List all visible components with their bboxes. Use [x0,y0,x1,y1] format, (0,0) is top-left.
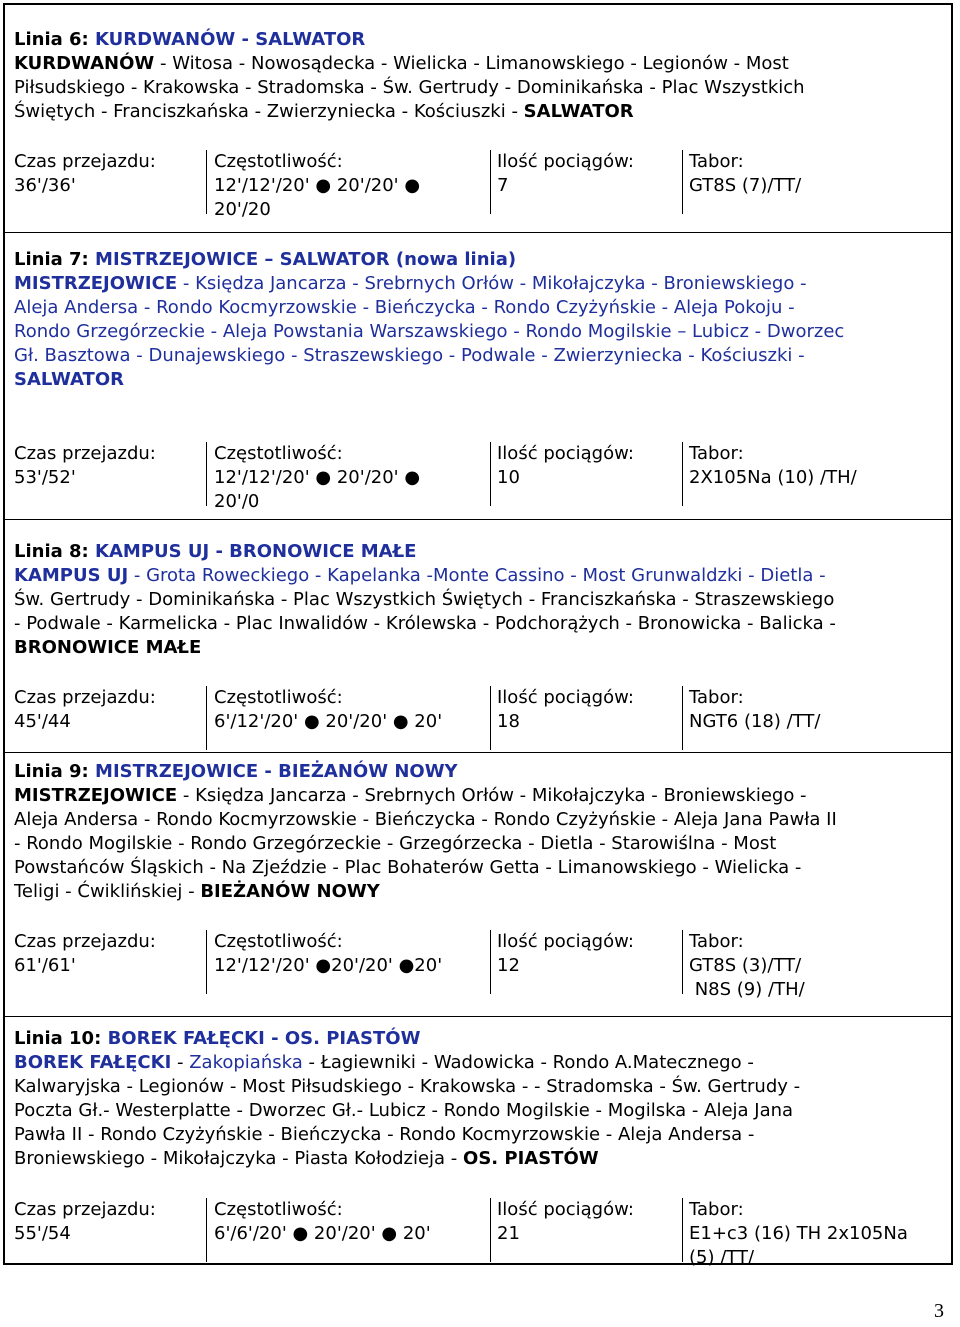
line-title [14,540,940,564]
route-segment: - Rondo Mogilskie - Rondo Grzegórzeckie - Grzegórzecka - Dietla - Starowiślna - Most [14,833,777,854]
route-line [14,880,940,904]
line-section [14,248,940,392]
rolling-stock-value: GT8S (7)/TT/ [689,175,802,196]
line-endpoints: KAMPUS UJ - BRONOWICE MAŁE [95,541,417,562]
line-section [14,28,940,124]
rolling-stock-value: 2X105Na (10) /TH/ [689,467,857,488]
train-count-label: Ilość pociągów: [497,687,634,708]
page-number: 3 [934,1300,944,1322]
route-terminus: MISTRZEJOWICE [14,273,178,294]
section-divider [3,1016,953,1017]
rolling-stock-label: Tabor: [689,1199,744,1220]
line-number: Linia 8: [14,541,96,562]
rolling-stock-cell [689,1198,939,1270]
route-segment: Rondo Grzegórzeckie - Aleja Powstania Warszawskiego - Rondo Mogilskie – Lubicz - Dworzec [14,321,845,342]
frequency-cell [214,1198,484,1246]
column-divider [206,930,207,994]
travel-time-label: Czas przejazdu: [14,931,156,952]
column-divider [206,1198,207,1262]
route-line [14,808,940,832]
section-divider [3,519,953,520]
route-line [14,100,940,124]
route-line [14,588,940,612]
frequency-label: Częstotliwość: [214,931,343,952]
route-segment: - Podwale - Karmelicka - Plac Inwalidów - Królewska - Podchorążych - Bronowicka - Balicka - [14,613,836,634]
column-divider [682,1198,683,1262]
line-number: Linia 7: [14,249,96,270]
travel-time-cell [14,442,194,490]
frequency-label: Częstotliwość: [214,151,343,172]
frequency-value: 20'/20 [214,199,271,220]
frequency-value: 20'/0 [214,491,260,512]
route-segment: Powstańców Śląskich - Na Zjeździe - Plac Bohaterów Getta - Limanowskiego - Wielicka - [14,857,802,878]
column-divider [206,442,207,506]
route-segment: - [171,1052,190,1073]
train-count-cell [497,442,677,490]
frequency-value: 6'/12'/20' ● 20'/20' ● 20' [214,711,443,732]
travel-time-value: 45'/44 [14,711,71,732]
route-segment: Św. Gertrudy - Dominikańska - Plac Wszystkich Świętych - Franciszkańska - Straszewskiego [14,589,835,610]
line-section [14,540,940,660]
column-divider [206,686,207,750]
route-description [14,52,940,124]
train-count-cell [497,150,677,198]
line-info-row [14,686,940,756]
frequency-label: Częstotliwość: [214,687,343,708]
rolling-stock-label: Tabor: [689,151,744,172]
column-divider [682,442,683,506]
route-segment: Kalwaryjska - Legionów - Most Piłsudskiego - Krakowska - - Stradomska - Św. Gertrudy - [14,1076,801,1097]
column-divider [682,686,683,750]
column-divider [490,1198,491,1262]
route-line [14,344,940,368]
route-terminus: SALWATOR [523,101,634,122]
route-description [14,564,940,660]
travel-time-value: 53'/52' [14,467,76,488]
frequency-cell [214,150,484,222]
travel-time-cell [14,930,194,978]
travel-time-label: Czas przejazdu: [14,687,156,708]
rolling-stock-label: Tabor: [689,687,744,708]
route-line [14,612,940,636]
route-segment: Zakopiańska [189,1052,303,1073]
route-line [14,564,940,588]
line-section [14,1027,940,1171]
route-line [14,1051,940,1075]
column-divider [682,150,683,214]
frequency-cell [214,442,484,514]
rolling-stock-cell [689,930,939,1002]
route-segment: - Księdza Jancarza - Srebrnych Orłów - Mikołajczyka - Broniewskiego - [177,785,807,806]
route-line [14,1075,940,1099]
route-segment: Gł. Basztowa - Dunajewskiego - Straszewskiego - Podwale - Zwierzyniecka - Kościuszki - [14,345,805,366]
rolling-stock-cell [689,686,939,734]
route-line [14,320,940,344]
frequency-label: Częstotliwość: [214,1199,343,1220]
line-info-row [14,930,940,1000]
route-description [14,1051,940,1171]
train-count-value: 12 [497,955,520,976]
route-terminus: SALWATOR [14,369,124,390]
route-line [14,368,940,392]
line-number: Linia 9: [14,761,96,782]
rolling-stock-cell [689,150,939,198]
route-line [14,856,940,880]
travel-time-cell [14,150,194,198]
rolling-stock-cell [689,442,939,490]
line-endpoints: MISTRZEJOWICE - BIEŻANÓW NOWY [95,761,458,782]
rolling-stock-value: NGT6 (18) /TT/ [689,711,821,732]
column-divider [490,686,491,750]
travel-time-value: 36'/36' [14,175,76,196]
route-line [14,296,940,320]
frequency-value: 12'/12'/20' ● 20'/20' ● [214,175,421,196]
frequency-cell [214,686,484,734]
travel-time-cell [14,686,194,734]
line-title [14,248,940,272]
line-title [14,760,940,784]
frequency-value: 12'/12'/20' ● 20'/20' ● [214,467,421,488]
frequency-value: 6'/6'/20' ● 20'/20' ● 20' [214,1223,431,1244]
route-description [14,272,940,392]
line-title [14,28,940,52]
route-terminus: BRONOWICE MAŁE [14,637,202,658]
line-endpoints: BOREK FAŁĘCKI - OS. PIASTÓW [107,1028,421,1049]
route-segment: Teligi - Ćwiklińskiej - [14,881,201,902]
route-segment: Pawła II - Rondo Czyżyńskie - Bieńczycka - Rondo Kocmyrzowskie - Aleja Andersa - [14,1124,755,1145]
route-terminus: BIEŻANÓW NOWY [200,881,380,902]
train-count-value: 10 [497,467,520,488]
column-divider [490,930,491,994]
route-line [14,1147,940,1171]
column-divider [490,442,491,506]
route-segment: - Księdza Jancarza - Srebrnych Orłów - Mikołajczyka - Broniewskiego - [177,273,807,294]
route-segment: Aleja Andersa - Rondo Kocmyrzowskie - Bieńczycka - Rondo Czyżyńskie - Aleja Jana Pawła II [14,809,837,830]
route-terminus: KAMPUS UJ [14,565,129,586]
route-terminus: MISTRZEJOWICE [14,785,178,806]
line-number: Linia 6: [14,29,96,50]
route-segment: - Łagiewniki - Wadowicka - Rondo A.Matecznego - [302,1052,754,1073]
route-segment: Świętych - Franciszkańska - Zwierzyniecka - Kościuszki - [14,101,524,122]
line-info-row [14,150,940,220]
train-count-cell [497,686,677,734]
train-count-cell [497,930,677,978]
train-count-cell [497,1198,677,1246]
travel-time-value: 61'/61' [14,955,76,976]
travel-time-cell [14,1198,194,1246]
section-divider [3,232,953,233]
frequency-label: Częstotliwość: [214,443,343,464]
route-terminus: OS. PIASTÓW [463,1148,599,1169]
train-count-label: Ilość pociągów: [497,151,634,172]
rolling-stock-value: N8S (9) /TH/ [689,979,805,1000]
route-description [14,784,940,904]
route-segment: - Witosa - Nowosądecka - Wielicka - Limanowskiego - Legionów - Most [154,53,789,74]
line-number: Linia 10: [14,1028,108,1049]
route-line [14,1123,940,1147]
route-segment: - Grota Roweckiego - Kapelanka -Monte Cassino - Most Grunwaldzki - Dietla - [128,565,826,586]
travel-time-label: Czas przejazdu: [14,151,156,172]
route-segment: Poczta Gł.- Westerplatte - Dworzec Gł.- Lubicz - Rondo Mogilskie - Mogilska - Aleja Jana [14,1100,794,1121]
rolling-stock-label: Tabor: [689,931,744,952]
section-divider [3,752,953,753]
rolling-stock-value: (5) /TT/ [689,1247,755,1268]
frequency-cell [214,930,484,978]
route-line [14,1099,940,1123]
travel-time-label: Czas przejazdu: [14,443,156,464]
route-terminus: BOREK FAŁĘCKI [14,1052,172,1073]
rolling-stock-value: GT8S (3)/TT/ [689,955,802,976]
line-endpoints: MISTRZEJOWICE – SALWATOR (nowa linia) [95,249,517,270]
route-line [14,76,940,100]
line-section [14,760,940,904]
train-count-value: 21 [497,1223,520,1244]
column-divider [682,930,683,994]
train-count-label: Ilość pociągów: [497,931,634,952]
line-endpoints: KURDWANÓW - SALWATOR [95,29,366,50]
route-line [14,832,940,856]
line-info-row [14,1198,940,1268]
route-line [14,784,940,808]
route-segment: Aleja Andersa - Rondo Kocmyrzowskie - Bieńczycka - Rondo Czyżyńskie - Aleja Pokoju - [14,297,795,318]
route-segment: Piłsudskiego - Krakowska - Stradomska - Św. Gertrudy - Dominikańska - Plac Wszystkich [14,77,805,98]
route-line [14,636,940,660]
train-count-value: 7 [497,175,509,196]
column-divider [206,150,207,214]
travel-time-value: 55'/54 [14,1223,71,1244]
rolling-stock-label: Tabor: [689,443,744,464]
route-terminus: KURDWANÓW [14,53,155,74]
frequency-value: 12'/12'/20' ●20'/20' ●20' [214,955,443,976]
route-line [14,272,940,296]
line-info-row [14,442,940,512]
train-count-value: 18 [497,711,520,732]
train-count-label: Ilość pociągów: [497,1199,634,1220]
route-line [14,52,940,76]
train-count-label: Ilość pociągów: [497,443,634,464]
rolling-stock-value: E1+c3 (16) TH 2x105Na [689,1223,908,1244]
travel-time-label: Czas przejazdu: [14,1199,156,1220]
line-title [14,1027,940,1051]
column-divider [490,150,491,214]
route-segment: Broniewskiego - Mikołajczyka - Piasta Kołodzieja - [14,1148,464,1169]
